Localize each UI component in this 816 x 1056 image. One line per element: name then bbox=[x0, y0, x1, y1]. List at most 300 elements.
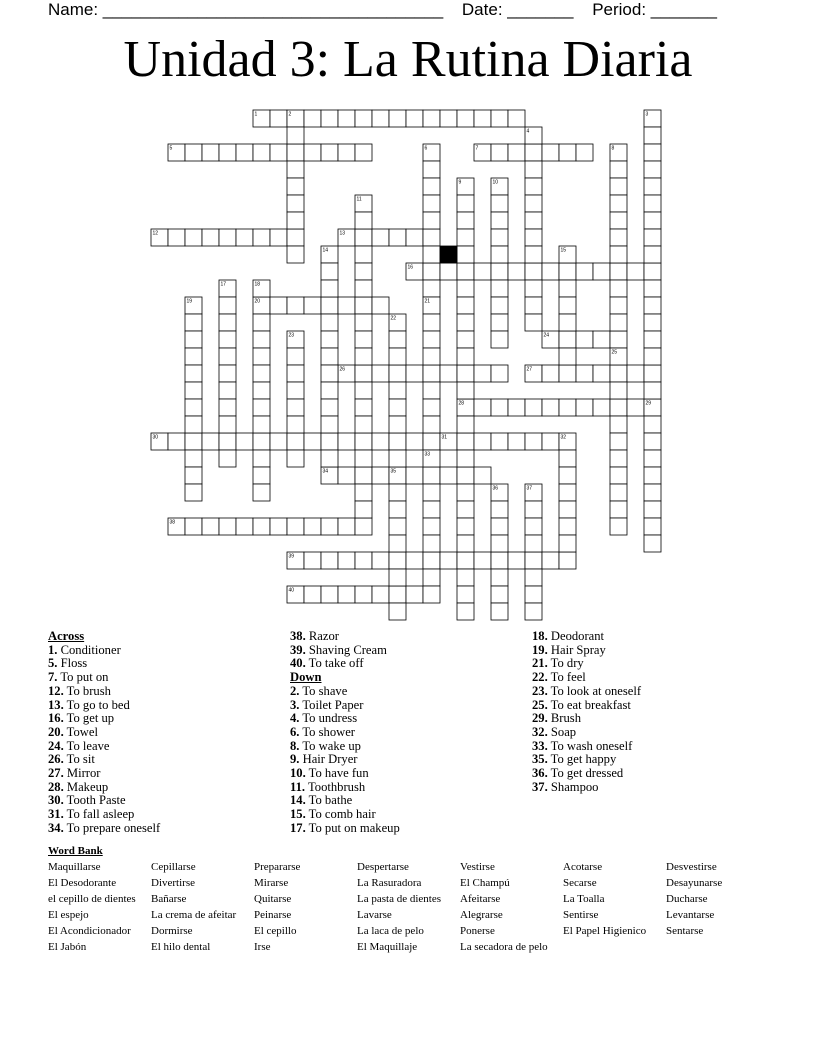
grid-cell[interactable] bbox=[355, 263, 372, 280]
grid-cell[interactable] bbox=[457, 416, 474, 433]
grid-cell[interactable] bbox=[355, 212, 372, 229]
grid-cell[interactable] bbox=[423, 348, 440, 365]
grid-cell[interactable] bbox=[389, 586, 406, 603]
grid-cell[interactable] bbox=[389, 382, 406, 399]
grid-cell[interactable] bbox=[610, 212, 627, 229]
grid-cell[interactable] bbox=[457, 297, 474, 314]
grid-cell[interactable] bbox=[270, 297, 287, 314]
grid-cell[interactable] bbox=[287, 246, 304, 263]
grid-cell[interactable] bbox=[389, 331, 406, 348]
grid-cell[interactable] bbox=[423, 586, 440, 603]
grid-cell[interactable] bbox=[219, 144, 236, 161]
grid-cell[interactable] bbox=[253, 144, 270, 161]
grid-cell[interactable] bbox=[457, 212, 474, 229]
grid-cell[interactable] bbox=[644, 433, 661, 450]
grid-cell[interactable] bbox=[440, 552, 457, 569]
grid-cell[interactable] bbox=[185, 518, 202, 535]
grid-cell[interactable] bbox=[474, 365, 491, 382]
grid-cell[interactable] bbox=[287, 382, 304, 399]
grid-cell[interactable] bbox=[219, 518, 236, 535]
grid-cell[interactable] bbox=[644, 467, 661, 484]
grid-cell[interactable] bbox=[610, 450, 627, 467]
grid-cell[interactable] bbox=[559, 280, 576, 297]
grid-cell[interactable] bbox=[610, 263, 627, 280]
grid-cell[interactable] bbox=[525, 195, 542, 212]
grid-cell[interactable] bbox=[423, 246, 440, 263]
grid-cell[interactable] bbox=[610, 229, 627, 246]
grid-cell[interactable] bbox=[253, 467, 270, 484]
grid-cell[interactable] bbox=[423, 518, 440, 535]
grid-cell[interactable] bbox=[372, 586, 389, 603]
grid-cell[interactable] bbox=[491, 433, 508, 450]
grid-cell[interactable] bbox=[610, 518, 627, 535]
grid-cell[interactable] bbox=[542, 399, 559, 416]
grid-cell[interactable] bbox=[355, 586, 372, 603]
grid-cell[interactable] bbox=[610, 501, 627, 518]
grid-cell[interactable] bbox=[185, 416, 202, 433]
grid-cell[interactable] bbox=[287, 348, 304, 365]
grid-cell[interactable] bbox=[525, 212, 542, 229]
grid-cell[interactable] bbox=[219, 382, 236, 399]
grid-cell[interactable] bbox=[644, 246, 661, 263]
grid-cell[interactable] bbox=[287, 365, 304, 382]
grid-cell[interactable] bbox=[253, 484, 270, 501]
grid-cell[interactable] bbox=[508, 110, 525, 127]
grid-cell[interactable] bbox=[287, 433, 304, 450]
grid-cell[interactable] bbox=[644, 314, 661, 331]
grid-cell[interactable] bbox=[355, 518, 372, 535]
grid-cell[interactable] bbox=[287, 416, 304, 433]
grid-cell[interactable] bbox=[559, 450, 576, 467]
grid-cell[interactable] bbox=[474, 399, 491, 416]
grid-cell[interactable] bbox=[287, 399, 304, 416]
grid-cell[interactable] bbox=[593, 365, 610, 382]
grid-cell[interactable] bbox=[525, 518, 542, 535]
grid-cell[interactable] bbox=[219, 365, 236, 382]
grid-cell[interactable] bbox=[355, 331, 372, 348]
grid-cell[interactable] bbox=[321, 297, 338, 314]
grid-cell[interactable] bbox=[559, 484, 576, 501]
grid-cell[interactable] bbox=[389, 518, 406, 535]
grid-cell[interactable] bbox=[168, 433, 185, 450]
grid-cell[interactable] bbox=[372, 365, 389, 382]
grid-cell[interactable] bbox=[542, 552, 559, 569]
grid-cell[interactable] bbox=[457, 484, 474, 501]
grid-cell[interactable] bbox=[372, 433, 389, 450]
grid-cell[interactable] bbox=[423, 416, 440, 433]
grid-cell[interactable] bbox=[304, 297, 321, 314]
grid-cell[interactable] bbox=[406, 433, 423, 450]
grid-cell[interactable] bbox=[559, 535, 576, 552]
grid-cell[interactable] bbox=[491, 280, 508, 297]
grid-cell[interactable] bbox=[338, 433, 355, 450]
grid-cell[interactable] bbox=[270, 433, 287, 450]
grid-cell[interactable] bbox=[355, 314, 372, 331]
grid-cell[interactable] bbox=[423, 110, 440, 127]
grid-cell[interactable] bbox=[287, 229, 304, 246]
grid-cell[interactable] bbox=[389, 484, 406, 501]
grid-cell[interactable] bbox=[576, 365, 593, 382]
grid-cell[interactable] bbox=[253, 518, 270, 535]
grid-cell[interactable] bbox=[423, 314, 440, 331]
grid-cell[interactable] bbox=[321, 348, 338, 365]
grid-cell[interactable] bbox=[321, 518, 338, 535]
grid-cell[interactable] bbox=[542, 263, 559, 280]
grid-cell[interactable] bbox=[559, 501, 576, 518]
grid-cell[interactable] bbox=[491, 501, 508, 518]
grid-cell[interactable] bbox=[355, 110, 372, 127]
grid-cell[interactable] bbox=[525, 246, 542, 263]
grid-cell[interactable] bbox=[610, 161, 627, 178]
grid-cell[interactable] bbox=[542, 433, 559, 450]
grid-cell[interactable] bbox=[457, 535, 474, 552]
grid-cell[interactable] bbox=[644, 501, 661, 518]
grid-cell[interactable] bbox=[355, 229, 372, 246]
grid-cell[interactable] bbox=[491, 195, 508, 212]
grid-cell[interactable] bbox=[508, 263, 525, 280]
grid-cell[interactable] bbox=[440, 263, 457, 280]
grid-cell[interactable] bbox=[219, 450, 236, 467]
grid-cell[interactable] bbox=[355, 144, 372, 161]
grid-cell[interactable] bbox=[219, 348, 236, 365]
grid-cell[interactable] bbox=[423, 569, 440, 586]
grid-cell[interactable] bbox=[457, 586, 474, 603]
grid-cell[interactable] bbox=[491, 586, 508, 603]
grid-cell[interactable] bbox=[627, 365, 644, 382]
grid-cell[interactable] bbox=[338, 467, 355, 484]
grid-cell[interactable] bbox=[474, 433, 491, 450]
grid-cell[interactable] bbox=[321, 433, 338, 450]
grid-cell[interactable] bbox=[559, 331, 576, 348]
grid-cell[interactable] bbox=[423, 433, 440, 450]
grid-cell[interactable] bbox=[457, 382, 474, 399]
grid-cell[interactable] bbox=[423, 467, 440, 484]
grid-cell[interactable] bbox=[610, 331, 627, 348]
grid-cell[interactable] bbox=[253, 382, 270, 399]
grid-cell[interactable] bbox=[610, 297, 627, 314]
grid-cell[interactable] bbox=[423, 212, 440, 229]
grid-cell[interactable] bbox=[559, 365, 576, 382]
grid-cell[interactable] bbox=[508, 399, 525, 416]
grid-cell[interactable] bbox=[389, 552, 406, 569]
grid-cell[interactable] bbox=[185, 382, 202, 399]
grid-cell[interactable] bbox=[168, 229, 185, 246]
grid-cell[interactable] bbox=[644, 331, 661, 348]
grid-cell[interactable] bbox=[525, 603, 542, 620]
grid-cell[interactable] bbox=[457, 110, 474, 127]
grid-cell[interactable] bbox=[644, 212, 661, 229]
date-field[interactable]: Date: _______ bbox=[461, 0, 574, 19]
grid-cell[interactable] bbox=[423, 280, 440, 297]
grid-cell[interactable] bbox=[321, 399, 338, 416]
grid-cell[interactable] bbox=[525, 144, 542, 161]
grid-cell[interactable] bbox=[457, 263, 474, 280]
grid-cell[interactable] bbox=[457, 331, 474, 348]
grid-cell[interactable] bbox=[525, 229, 542, 246]
grid-cell[interactable] bbox=[423, 484, 440, 501]
grid-cell[interactable] bbox=[491, 518, 508, 535]
grid-cell[interactable] bbox=[389, 569, 406, 586]
grid-cell[interactable] bbox=[355, 416, 372, 433]
grid-cell[interactable] bbox=[559, 399, 576, 416]
grid-cell[interactable] bbox=[508, 552, 525, 569]
grid-cell[interactable] bbox=[423, 535, 440, 552]
grid-cell[interactable] bbox=[321, 552, 338, 569]
grid-cell[interactable] bbox=[457, 518, 474, 535]
grid-cell[interactable] bbox=[219, 331, 236, 348]
grid-cell[interactable] bbox=[559, 467, 576, 484]
grid-cell[interactable] bbox=[525, 535, 542, 552]
grid-cell[interactable] bbox=[644, 178, 661, 195]
grid-cell[interactable] bbox=[644, 484, 661, 501]
grid-cell[interactable] bbox=[202, 518, 219, 535]
grid-cell[interactable] bbox=[542, 144, 559, 161]
grid-cell[interactable] bbox=[185, 484, 202, 501]
grid-cell[interactable] bbox=[440, 365, 457, 382]
grid-cell[interactable] bbox=[593, 331, 610, 348]
grid-cell[interactable] bbox=[406, 467, 423, 484]
grid-cell[interactable] bbox=[508, 144, 525, 161]
grid-cell[interactable] bbox=[406, 229, 423, 246]
name-field[interactable]: Name: ____________________________________ bbox=[48, 0, 444, 19]
grid-cell[interactable] bbox=[389, 348, 406, 365]
grid-cell[interactable] bbox=[355, 297, 372, 314]
grid-cell[interactable] bbox=[338, 518, 355, 535]
grid-cell[interactable] bbox=[253, 416, 270, 433]
grid-cell[interactable] bbox=[525, 501, 542, 518]
grid-cell[interactable] bbox=[423, 382, 440, 399]
grid-cell[interactable] bbox=[355, 433, 372, 450]
grid-cell[interactable] bbox=[287, 195, 304, 212]
grid-cell[interactable] bbox=[304, 433, 321, 450]
grid-cell[interactable] bbox=[491, 144, 508, 161]
grid-cell[interactable] bbox=[355, 484, 372, 501]
grid-cell[interactable] bbox=[389, 416, 406, 433]
grid-cell[interactable] bbox=[610, 382, 627, 399]
grid-cell[interactable] bbox=[457, 501, 474, 518]
grid-cell[interactable] bbox=[270, 110, 287, 127]
grid-cell[interactable] bbox=[321, 450, 338, 467]
grid-cell[interactable] bbox=[321, 263, 338, 280]
grid-cell[interactable] bbox=[270, 229, 287, 246]
grid-cell[interactable] bbox=[389, 229, 406, 246]
grid-cell[interactable] bbox=[202, 433, 219, 450]
grid-cell[interactable] bbox=[457, 280, 474, 297]
grid-cell[interactable] bbox=[610, 246, 627, 263]
grid-cell[interactable] bbox=[372, 552, 389, 569]
grid-cell[interactable] bbox=[202, 229, 219, 246]
grid-cell[interactable] bbox=[185, 450, 202, 467]
grid-cell[interactable] bbox=[576, 263, 593, 280]
grid-cell[interactable] bbox=[525, 433, 542, 450]
grid-cell[interactable] bbox=[542, 365, 559, 382]
grid-cell[interactable] bbox=[610, 365, 627, 382]
grid-cell[interactable] bbox=[491, 297, 508, 314]
grid-cell[interactable] bbox=[508, 433, 525, 450]
grid-cell[interactable] bbox=[253, 433, 270, 450]
grid-cell[interactable] bbox=[185, 314, 202, 331]
grid-cell[interactable] bbox=[253, 365, 270, 382]
grid-cell[interactable] bbox=[491, 331, 508, 348]
grid-cell[interactable] bbox=[525, 552, 542, 569]
grid-cell[interactable] bbox=[644, 263, 661, 280]
grid-cell[interactable] bbox=[491, 365, 508, 382]
grid-cell[interactable] bbox=[338, 297, 355, 314]
grid-cell[interactable] bbox=[491, 552, 508, 569]
grid-cell[interactable] bbox=[457, 552, 474, 569]
grid-cell[interactable] bbox=[559, 263, 576, 280]
grid-cell[interactable] bbox=[610, 280, 627, 297]
grid-cell[interactable] bbox=[270, 144, 287, 161]
grid-cell[interactable] bbox=[355, 365, 372, 382]
grid-cell[interactable] bbox=[219, 229, 236, 246]
grid-cell[interactable] bbox=[321, 382, 338, 399]
grid-cell[interactable] bbox=[491, 212, 508, 229]
grid-cell[interactable] bbox=[423, 552, 440, 569]
grid-cell[interactable] bbox=[610, 178, 627, 195]
grid-cell[interactable] bbox=[644, 229, 661, 246]
grid-cell[interactable] bbox=[457, 450, 474, 467]
grid-cell[interactable] bbox=[389, 535, 406, 552]
grid-cell[interactable] bbox=[610, 314, 627, 331]
grid-cell[interactable] bbox=[491, 569, 508, 586]
grid-cell[interactable] bbox=[525, 399, 542, 416]
grid-cell[interactable] bbox=[355, 246, 372, 263]
grid-cell[interactable] bbox=[457, 314, 474, 331]
grid-cell[interactable] bbox=[559, 348, 576, 365]
grid-cell[interactable] bbox=[287, 212, 304, 229]
grid-cell[interactable] bbox=[355, 501, 372, 518]
grid-cell[interactable] bbox=[185, 365, 202, 382]
grid-cell[interactable] bbox=[219, 416, 236, 433]
grid-cell[interactable] bbox=[287, 127, 304, 144]
grid-cell[interactable] bbox=[491, 399, 508, 416]
grid-cell[interactable] bbox=[644, 195, 661, 212]
grid-cell[interactable] bbox=[525, 280, 542, 297]
grid-cell[interactable] bbox=[253, 331, 270, 348]
grid-cell[interactable] bbox=[457, 229, 474, 246]
grid-cell[interactable] bbox=[338, 144, 355, 161]
grid-cell[interactable] bbox=[372, 110, 389, 127]
grid-cell[interactable] bbox=[406, 110, 423, 127]
grid-cell[interactable] bbox=[610, 399, 627, 416]
grid-cell[interactable] bbox=[321, 144, 338, 161]
grid-cell[interactable] bbox=[474, 263, 491, 280]
grid-cell[interactable] bbox=[457, 348, 474, 365]
grid-cell[interactable] bbox=[355, 348, 372, 365]
grid-cell[interactable] bbox=[406, 552, 423, 569]
grid-cell[interactable] bbox=[457, 246, 474, 263]
grid-cell[interactable] bbox=[491, 110, 508, 127]
grid-cell[interactable] bbox=[576, 331, 593, 348]
grid-cell[interactable] bbox=[372, 297, 389, 314]
grid-cell[interactable] bbox=[372, 229, 389, 246]
grid-cell[interactable] bbox=[389, 603, 406, 620]
grid-cell[interactable] bbox=[321, 314, 338, 331]
grid-cell[interactable] bbox=[423, 501, 440, 518]
grid-cell[interactable] bbox=[219, 433, 236, 450]
grid-cell[interactable] bbox=[253, 348, 270, 365]
grid-cell[interactable] bbox=[287, 518, 304, 535]
grid-cell[interactable] bbox=[338, 586, 355, 603]
grid-cell[interactable] bbox=[355, 467, 372, 484]
grid-cell[interactable] bbox=[355, 450, 372, 467]
grid-cell[interactable] bbox=[389, 399, 406, 416]
grid-cell[interactable] bbox=[406, 586, 423, 603]
grid-cell[interactable] bbox=[338, 552, 355, 569]
grid-cell[interactable] bbox=[287, 161, 304, 178]
grid-cell[interactable] bbox=[576, 399, 593, 416]
grid-cell[interactable] bbox=[321, 416, 338, 433]
period-field[interactable]: Period: _______ bbox=[592, 0, 717, 19]
grid-cell[interactable] bbox=[321, 110, 338, 127]
grid-cell[interactable] bbox=[219, 314, 236, 331]
grid-cell[interactable] bbox=[525, 297, 542, 314]
grid-cell[interactable] bbox=[253, 450, 270, 467]
grid-cell[interactable] bbox=[236, 433, 253, 450]
grid-cell[interactable] bbox=[491, 229, 508, 246]
grid-cell[interactable] bbox=[287, 144, 304, 161]
grid-cell[interactable] bbox=[389, 433, 406, 450]
grid-cell[interactable] bbox=[610, 467, 627, 484]
grid-cell[interactable] bbox=[644, 416, 661, 433]
grid-cell[interactable] bbox=[559, 314, 576, 331]
grid-cell[interactable] bbox=[219, 399, 236, 416]
grid-cell[interactable] bbox=[423, 263, 440, 280]
grid-cell[interactable] bbox=[185, 399, 202, 416]
grid-cell[interactable] bbox=[644, 161, 661, 178]
grid-cell[interactable] bbox=[644, 382, 661, 399]
grid-cell[interactable] bbox=[423, 399, 440, 416]
grid-cell[interactable] bbox=[457, 195, 474, 212]
grid-cell[interactable] bbox=[559, 518, 576, 535]
grid-cell[interactable] bbox=[253, 399, 270, 416]
grid-cell[interactable] bbox=[355, 382, 372, 399]
grid-cell[interactable] bbox=[457, 569, 474, 586]
grid-cell[interactable] bbox=[304, 552, 321, 569]
grid-cell[interactable] bbox=[219, 297, 236, 314]
grid-cell[interactable] bbox=[253, 314, 270, 331]
grid-cell[interactable] bbox=[304, 518, 321, 535]
grid-cell[interactable] bbox=[559, 144, 576, 161]
grid-cell[interactable] bbox=[644, 280, 661, 297]
grid-cell[interactable] bbox=[423, 178, 440, 195]
grid-cell[interactable] bbox=[270, 518, 287, 535]
grid-cell[interactable] bbox=[389, 110, 406, 127]
grid-cell[interactable] bbox=[627, 399, 644, 416]
grid-cell[interactable] bbox=[644, 348, 661, 365]
grid-cell[interactable] bbox=[440, 110, 457, 127]
grid-cell[interactable] bbox=[304, 586, 321, 603]
grid-cell[interactable] bbox=[457, 365, 474, 382]
grid-cell[interactable] bbox=[389, 450, 406, 467]
grid-cell[interactable] bbox=[644, 535, 661, 552]
grid-cell[interactable] bbox=[389, 365, 406, 382]
grid-cell[interactable] bbox=[287, 178, 304, 195]
grid-cell[interactable] bbox=[321, 331, 338, 348]
grid-cell[interactable] bbox=[321, 280, 338, 297]
grid-cell[interactable] bbox=[253, 229, 270, 246]
grid-cell[interactable] bbox=[491, 603, 508, 620]
grid-cell[interactable] bbox=[644, 365, 661, 382]
grid-cell[interactable] bbox=[423, 365, 440, 382]
grid-cell[interactable] bbox=[644, 450, 661, 467]
grid-cell[interactable] bbox=[593, 399, 610, 416]
grid-cell[interactable] bbox=[474, 110, 491, 127]
grid-cell[interactable] bbox=[185, 467, 202, 484]
grid-cell[interactable] bbox=[474, 467, 491, 484]
grid-cell[interactable] bbox=[610, 484, 627, 501]
